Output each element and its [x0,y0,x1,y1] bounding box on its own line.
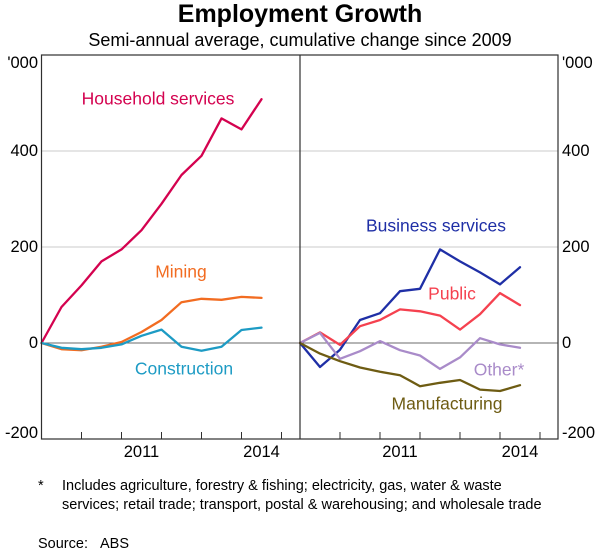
series-label-household-services: Household services [81,88,235,109]
series-line-household-services [42,99,262,343]
y-axis-label-left-0: 0 [28,334,38,352]
series-label-public: Public [428,283,476,304]
x-axis-label-left-2011: 2011 [123,443,160,461]
series-label-mining: Mining [155,261,207,282]
chart-subtitle: Semi-annual average, cumulative change since 2009 [88,30,512,50]
y-axis-label-left--200: -200 [4,424,38,442]
series-label-manufacturing: Manufacturing [391,393,503,414]
y-axis-label-right-0: 0 [562,334,572,352]
y-axis-label-right-200: 200 [562,238,590,256]
y-axis-label-left-200: 200 [10,238,38,256]
y-axis-label-left-400: 400 [10,142,38,160]
source-value: ABS [99,536,129,552]
series-label-construction: Construction [134,358,234,379]
footnote-text: Includes agriculture, forestry & fishing; electricity, gas, water & waste services; retail trade; transport, postal & warehousing; and wholesale trade [62,478,542,513]
y-axis-label-right-'000: '000 [562,54,593,72]
chart-title: Employment Growth [177,0,423,28]
source-line [38,536,129,552]
series-line-public [300,293,520,345]
series-line-construction [42,328,262,351]
series-label-business-services: Business services [365,215,507,236]
footnote [38,477,554,514]
x-axis-label-right-2011: 2011 [382,443,418,461]
y-axis-label-left-'000: '000 [7,54,38,72]
footnote-marker: * [38,478,44,494]
x-axis-label-left-2014: 2014 [243,443,280,461]
y-axis-label-right--200: -200 [562,424,596,442]
source-label: Source: [38,536,88,552]
x-axis-label-right-2014: 2014 [501,443,539,461]
series-label-other: Other* [473,359,525,380]
y-axis-label-right-400: 400 [562,142,590,160]
